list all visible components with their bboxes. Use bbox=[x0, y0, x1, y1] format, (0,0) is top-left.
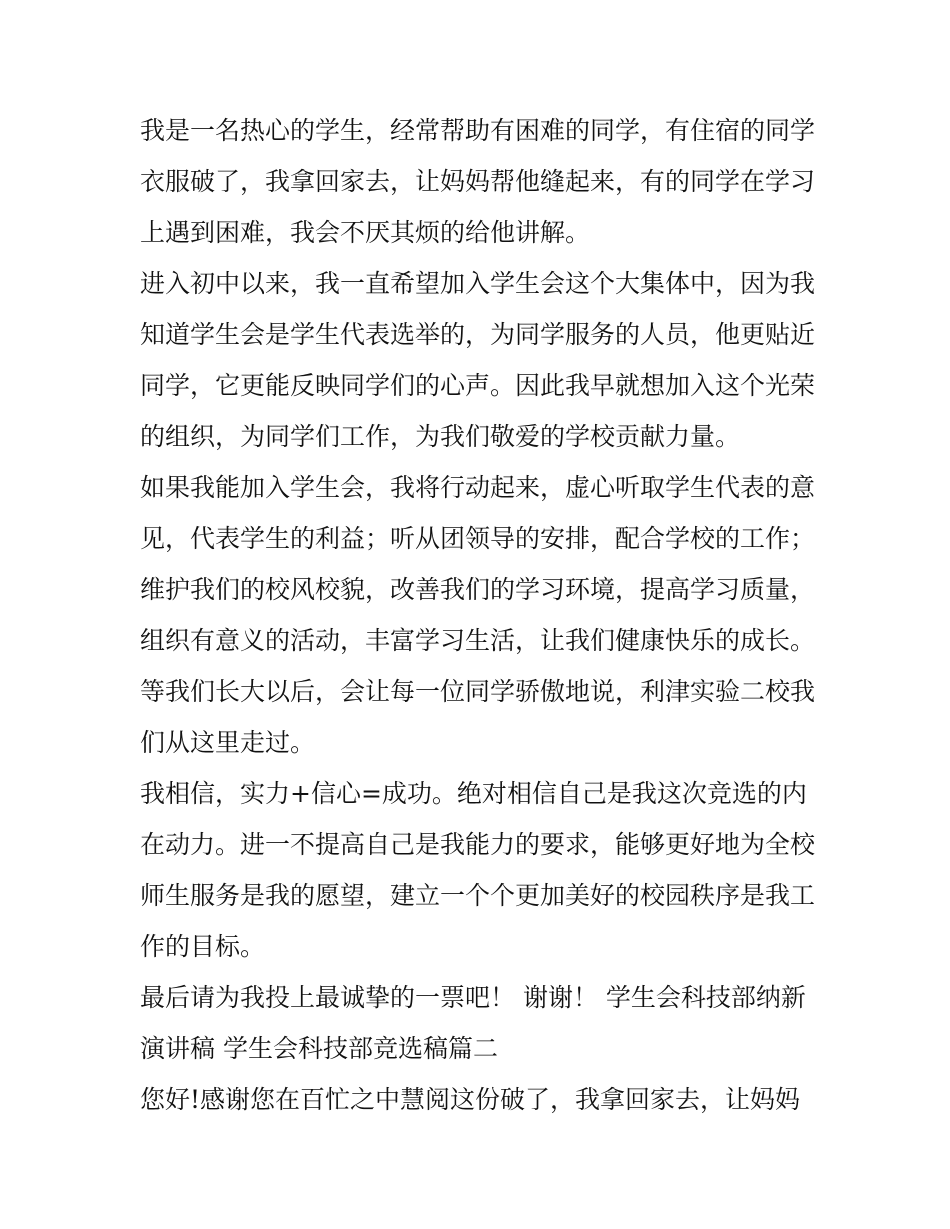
text-line: 我是一名热心的学生，经常帮助有困难的同学，有住宿的同学 bbox=[140, 116, 816, 145]
text-line: 我相信，实力+信心=成功。绝对相信自己是我这次竞选的内 bbox=[140, 779, 807, 808]
text-line: 的组织，为同学们工作，为我们敬爱的学校贡献力量。 bbox=[140, 422, 741, 451]
text-line: 知道学生会是学生代表选举的，为同学服务的人员，他更贴近 bbox=[140, 320, 816, 349]
text-line: 见，代表学生的利益；听从团领导的安排，配合学校的工作； bbox=[140, 524, 816, 553]
text-line: 同学，它更能反映同学们的心声。因此我早就想加入这个光荣 bbox=[140, 371, 816, 400]
text-line: 在动力。进一不提高自己是我能力的要求，能够更好地为全校 bbox=[140, 830, 816, 859]
text-line: 演讲稿 学生会科技部竞选稿篇二 bbox=[140, 1034, 498, 1063]
text-line: 组织有意义的活动，丰富学习生活，让我们健康快乐的成长。 bbox=[140, 626, 816, 655]
text-line: 上遇到困难，我会不厌其烦的给他讲解。 bbox=[140, 218, 591, 247]
text-line: 衣服破了，我拿回家去，让妈妈帮他缝起来，有的同学在学习 bbox=[140, 167, 816, 196]
text-line: 您好!感谢您在百忙之中慧阅这份破了，我拿回家去，让妈妈 bbox=[140, 1085, 801, 1114]
text-line: 最后请为我投上最诚挚的一票吧！ 谢谢！ 学生会科技部纳新 bbox=[140, 983, 806, 1012]
text-line: 们从这里走过。 bbox=[140, 728, 316, 757]
text-line: 进入初中以来，我一直希望加入学生会这个大集体中，因为我 bbox=[140, 269, 816, 298]
text-line: 如果我能加入学生会，我将行动起来，虚心听取学生代表的意 bbox=[140, 473, 816, 502]
text-line: 师生服务是我的愿望，建立一个个更加美好的校园秩序是我工 bbox=[140, 881, 816, 910]
text-line: 作的目标。 bbox=[140, 932, 266, 961]
document-body bbox=[140, 105, 820, 1125]
text-line: 维护我们的校风校貌，改善我们的学习环境，提高学习质量， bbox=[140, 575, 816, 604]
text-line: 等我们长大以后，会让每一位同学骄傲地说，利津实验二校我 bbox=[140, 677, 816, 706]
